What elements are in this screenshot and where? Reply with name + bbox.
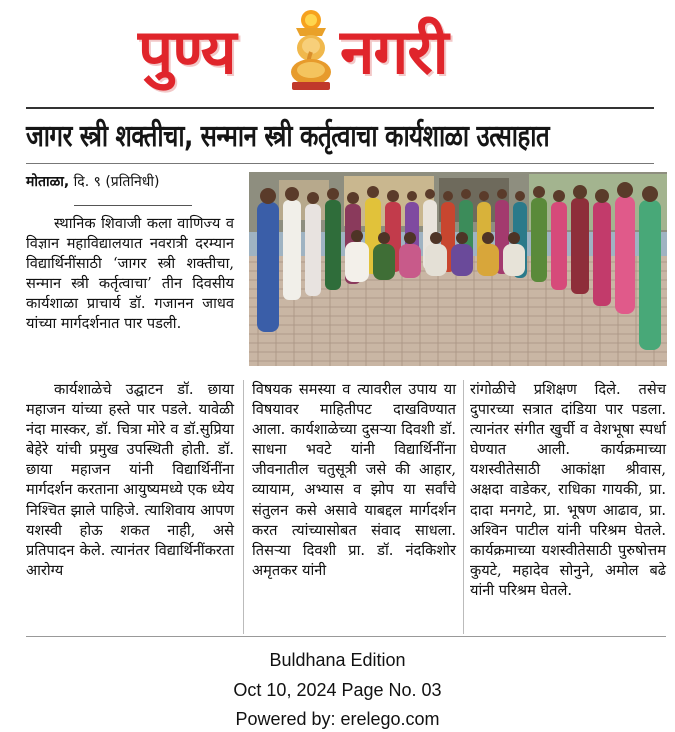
headline-divider — [26, 163, 654, 164]
article-headline: जागर स्त्री शक्तीचा, सन्मान स्त्री कर्तृत्वाचा कार्यशाळा उत्साहात — [26, 119, 550, 154]
article-column-2 — [252, 380, 456, 581]
bottom-divider — [26, 636, 666, 637]
powered-by-label: Powered by: erelego.com — [235, 709, 440, 729]
column-divider-1 — [243, 380, 244, 634]
date-page-label: Oct 10, 2024 Page No. 03 — [233, 680, 442, 700]
dateline — [26, 172, 159, 191]
intro-paragraph: स्थानिक शिवाजी कला वाणिज्य व विज्ञान महाविद्यालयात नवरात्री दरम्यान विद्यार्थिनींसाठी ‘जागर स्त्री शक्तीचा, सन्मान स्त्री कर्तृत्वाचा’ तीन दिवसीय कार्यशाळा प्राचार्य डॉ. गजानन जाधव यांच्या मार्गदर्शनात पार पडली. — [26, 215, 234, 333]
masthead-title-right: नगरी — [340, 15, 448, 88]
column-1-text: कार्यशाळेचे उद्घाटन डॉ. छाया महाजन यांच्या हस्ते पार पडले. यावेळी नंदा मास्कर, डॉ. चित्रा मोरे व डॉ.सुप्रिया बेहेरे यांची प्रमुख उपस्थिती होती. डॉ. छाया महाजन यांनी विद्यार्थिनींना मार्गदर्शन करताना आयुष्यमध्ये एक ध्येय निश्चित झाले पाहिजे. त्याशिवाय आपण यशस्वी होऊ शकत नाही, असे प्रतिपादन केले. त्यानंतर विद्यार्थिनींकरता आरोग्य — [26, 381, 234, 579]
article-column-1 — [26, 380, 234, 581]
masthead — [0, 0, 675, 106]
top-divider — [26, 107, 654, 109]
masthead-title-left: पुण्य — [138, 15, 236, 88]
edition-label: Buldhana Edition — [269, 650, 406, 670]
article-column-3 — [470, 380, 666, 601]
dateline-place: मोताळा, — [26, 174, 70, 190]
column-divider-2 — [463, 380, 464, 634]
group-photo — [249, 172, 667, 366]
column-3-text: रांगोळीचे प्रशिक्षण दिले. तसेच दुपारच्या सत्रात दांडिया पार पडला. त्यानंतर संगीत खुर्ची व वेशभूषा स्पर्धा घेण्यात आली. कार्यक्रमाच्या यशस्वीतेसाठी आकांक्षा श्रीवास, अक्षदा वाडेकर, राधिका गायकी, प्रा. दादा मनगटे, प्रा. भूषण आढाव, प्रा. अश्विन पाटील यांनी परिश्रम घेतले. कार्यक्रमाच्या यशस्वीतेसाठी पुरुषोत्तम कुयटे, महादेव सोनुने, अमोल बढे यांनी परिश्रम घेतले. — [470, 381, 666, 599]
article-intro — [26, 214, 234, 335]
dateline-rest: दि. ९ (प्रतिनिधी) — [69, 174, 160, 190]
column-2-text: विषयक समस्या व त्यावरील उपाय या विषयावर माहितीपट दाखविण्यात आला. कार्यशाळेच्या दुसऱ्या दिवशी डॉ. साधना भवटे यांनी विद्यार्थिनींना जीवनातील चतुसूत्री जसे की आहार, व्यायाम, अभ्यास व झोप या सर्वांचे संतुलन कसे असावे याबद्दल मार्गदर्शन करत त्यांच्यासोबत संवाद साधला. तिसऱ्या दिवशी प्रा. डॉ. नंदकिशोर अमृतकर यांनी — [252, 381, 456, 579]
ganesha-logo-icon — [282, 6, 340, 92]
dateline-rule — [74, 205, 192, 206]
